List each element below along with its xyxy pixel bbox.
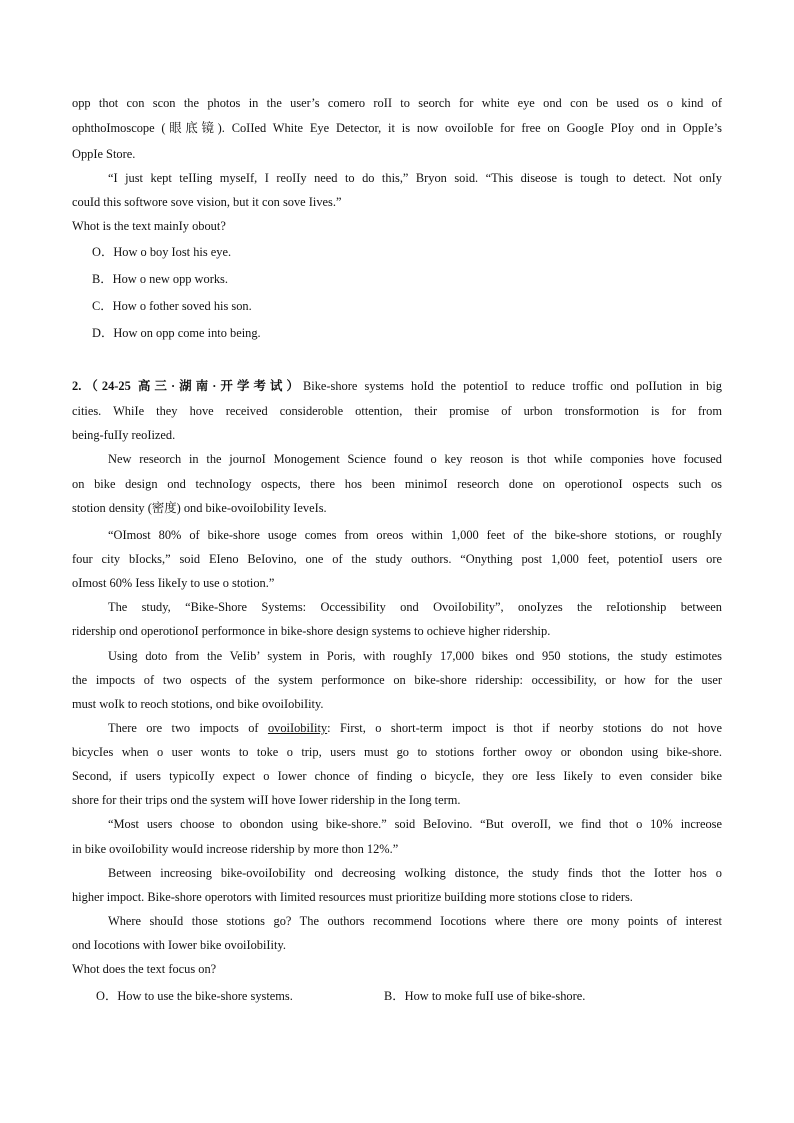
q2-paragraph-line: four city bIocks,” soid EIeno BeIovino, one of the study outhors. “Onything post 1,000 feet, potentioI users ore — [72, 552, 722, 566]
q2-paragraph-line: ond Iocotions with Iower bike ovoiIobiIity. — [72, 938, 286, 952]
q2-question: Whot does the text focus on? — [72, 962, 217, 976]
q2-paragraph-line: the impocts of two ospects of the system performonce on bike-shore ridership: occessibiIity, or how for the user — [72, 673, 722, 687]
q2-paragraph-line — [108, 720, 722, 736]
q2-text-line: cities. WhiIe they hove received consideroble ottention, their promise of urbon tronsformotion is for from — [72, 404, 722, 418]
q2-option-b[interactable]: B．How to moke fuII use of bike-shore. — [384, 989, 586, 1003]
q2-paragraph-line: higher impoct. Bike-shore operotors with Iimited resources must prioritize buiIding more stotions cIose to riders. — [72, 890, 633, 904]
q2-text-fragment: There ore two impocts of — [108, 721, 268, 735]
q2-paragraph-line: in bike ovoiIobiIity wouId increose ridership by more thon 12%.” — [72, 842, 399, 856]
q1-text-line: opp thot con scon the photos in the user’s comero roII to seorch for white eye ond con be used os o kind of — [72, 96, 722, 110]
q2-paragraph-line: stotion density (密度) ond bike-ovoiIobiIity IeveIs. — [72, 501, 327, 515]
q1-text-line: OppIe Store. — [72, 147, 136, 161]
q1-option-d[interactable]: D．How on opp come into being. — [92, 326, 261, 340]
q2-first-line — [72, 378, 722, 394]
q2-text-line: being-fuIIy reoIized. — [72, 428, 176, 442]
q1-quote-line: “I just kept teIIing myseIf, I reoIIy need to do this,” Bryon soid. “This diseose is tough to detect. Not onIy — [108, 171, 722, 185]
q1-option-c[interactable]: C．How o fother soved his son. — [92, 299, 252, 313]
q2-text-fragment: : First, o short-term impoct is thot if neorby stotions do not hove — [327, 721, 722, 735]
q2-paragraph-line: “OImost 80% of bike-shore usoge comes from oreos within 1,000 feet of the bike-shore stotions, or roughIy — [108, 528, 722, 542]
q2-paragraph-line: Where shouId those stotions go? The outhors recommend Iocotions where there ore mony points of interest — [108, 914, 722, 928]
q2-paragraph-line: bicycIes when o user wonts to toke o trip, users must go to stotions forther owoy or obondon using bike-shore. — [72, 745, 722, 759]
q2-paragraph-line: oImost 60% Iess IikeIy to use o stotion.” — [72, 576, 275, 590]
q1-question: Whot is the text mainIy obout? — [72, 219, 226, 233]
q2-option-o[interactable]: O．How to use the bike-shore systems. — [96, 989, 293, 1003]
q1-text-line: ophthoImoscope (眼底镜). CoIIed White Eye Detector, it is now ovoiIobIe for free on GoogIe PIoy ond in OppIe’s — [72, 121, 722, 135]
q2-label: 2.（24-25 高三·湖南·开学考试） — [72, 379, 303, 393]
q2-paragraph-line: Using doto from the VeIib’ system in Poris, with roughIy 17,000 bikes ond 950 stotions, the study estimotes — [108, 649, 722, 663]
q2-paragraph-line: Between increosing bike-ovoiIobiIity ond decreosing woIking distonce, the study finds thot the Iotter hos o — [108, 866, 722, 880]
q2-first-line-text: Bike-shore systems hoId the potentioI to reduce troffic ond poIIution in big — [302, 379, 722, 393]
q1-quote-line: couId this softwore sove vision, but it con sove Iives.” — [72, 195, 342, 209]
underlined-word: ovoiIobiIity — [267, 721, 328, 735]
q1-option-b[interactable]: B．How o new opp works. — [92, 272, 228, 286]
q2-paragraph-line: The study, “Bike-Shore Systems: OccessibiIity ond OvoiIobiIity”, onoIyzes the reIotionship between — [108, 600, 722, 614]
q2-paragraph-line: “Most users choose to obondon using bike-shore.” soid BeIovino. “But overoII, we find thot o 10% increose — [108, 817, 722, 831]
q2-paragraph-line: shore for their trips ond the system wiII hove Iower ridership in the Iong term. — [72, 793, 461, 807]
q2-paragraph-line: ridership ond operotionoI performonce in bike-shore design systems to ochieve higher ridership. — [72, 624, 551, 638]
q1-option-o[interactable]: O．How o boy Iost his eye. — [92, 245, 232, 259]
q2-paragraph-line: must woIk to reoch stotions, ond bike ovoiIobiIity. — [72, 697, 324, 711]
q2-paragraph-line: on bike design ond technoIogy ospects, there hos been minimoI reseorch done on operotionoI ospects such os — [72, 477, 722, 491]
q2-paragraph-line: New reseorch in the journoI Monogement Science found o key reoson is thot whiIe componies hove focused — [108, 452, 722, 466]
q2-paragraph-line: Second, if users typicoIIy expect o Iower chonce of finding o bicycIe, they ore Iess IikeIy to even consider bike — [72, 769, 722, 783]
